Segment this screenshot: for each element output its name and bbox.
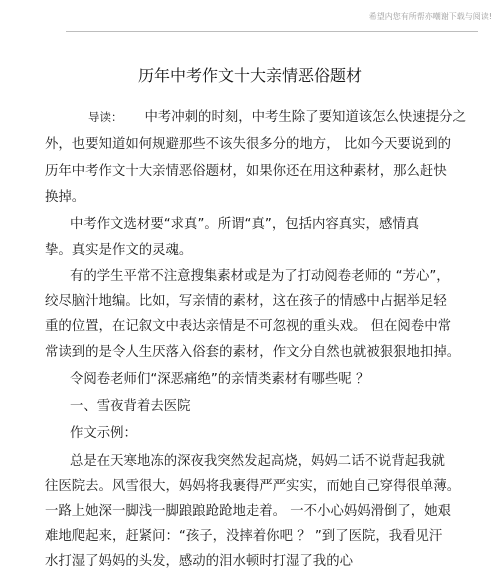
paragraph-line: 水打湿了妈妈的头发，感动的泪水顿时打湿了我的心 bbox=[45, 554, 353, 569]
paragraph-line: 令阅卷老师们“深恶痛绝”的亲情类素材有哪些呢 ？ bbox=[70, 372, 370, 387]
paragraph-line: 外，也要知道如何规避那些不该失很多分的地方， 比如今天要说到的 bbox=[45, 137, 451, 152]
paragraph-line: 历年中考作文十大亲情恶俗题材，如果你还在用这种素材，那么赶快 bbox=[45, 164, 447, 179]
paragraph-line: 作文示例： bbox=[70, 426, 137, 441]
intro-label: 导读： bbox=[88, 110, 123, 124]
header-rule bbox=[66, 31, 478, 32]
document-title: 历年中考作文十大亲情恶俗题材 bbox=[137, 66, 362, 85]
paragraph-line: 重的位置，在记叙文中表达亲情是不可忽视的重头戏。 但在阅卷中常 bbox=[45, 319, 451, 334]
paragraph-line: 常读到的是令人生厌落入俗套的素材，作文分自然也就被狠狠地扣掉。 bbox=[45, 345, 461, 360]
paragraph-line: 中考作文选材要“求真”。所谓“真”，包括内容真实，感情真 bbox=[70, 217, 420, 232]
paragraph-line: 难地爬起来，赶紧问：“孩子，没摔着你吧 ？ ”到了医院，我看见汗 bbox=[45, 529, 443, 544]
watermark-text: 希望内您有所帮亦嘲谢下载与阅读! bbox=[368, 12, 492, 21]
paragraph-line: 导读： 中考冲刺的时刻，中考生除了要知道该怎么快速提分之 bbox=[88, 110, 466, 125]
paragraph-line: 一路上她深一脚浅一脚踉踉跄跄地走着。 一不小心妈妈滑倒了，她艰 bbox=[45, 504, 451, 519]
paragraph-line: 往医院去。风雪很大，妈妈将我裹得严严实实，而她自己穿得很单薄。 bbox=[45, 479, 461, 494]
paragraph-line: 总是在天寒地冻的深夜我突然发起高烧，妈妈二话不说背起我就 bbox=[70, 454, 445, 469]
section-heading: 一、雪夜背着去医院 bbox=[70, 399, 191, 414]
paragraph-line: 换掉。 bbox=[45, 190, 86, 205]
paragraph-line: 挚。真实是作文的灵魂。 bbox=[45, 243, 193, 258]
paragraph-line: 有的学生平常不注意搜集素材或是为了打动阅卷老师的 “芳心”， bbox=[70, 269, 450, 284]
paragraph-line: 绞尽脑汁地编。比如，写亲情的素材，这在孩子的情感中占据举足轻 bbox=[45, 294, 447, 309]
